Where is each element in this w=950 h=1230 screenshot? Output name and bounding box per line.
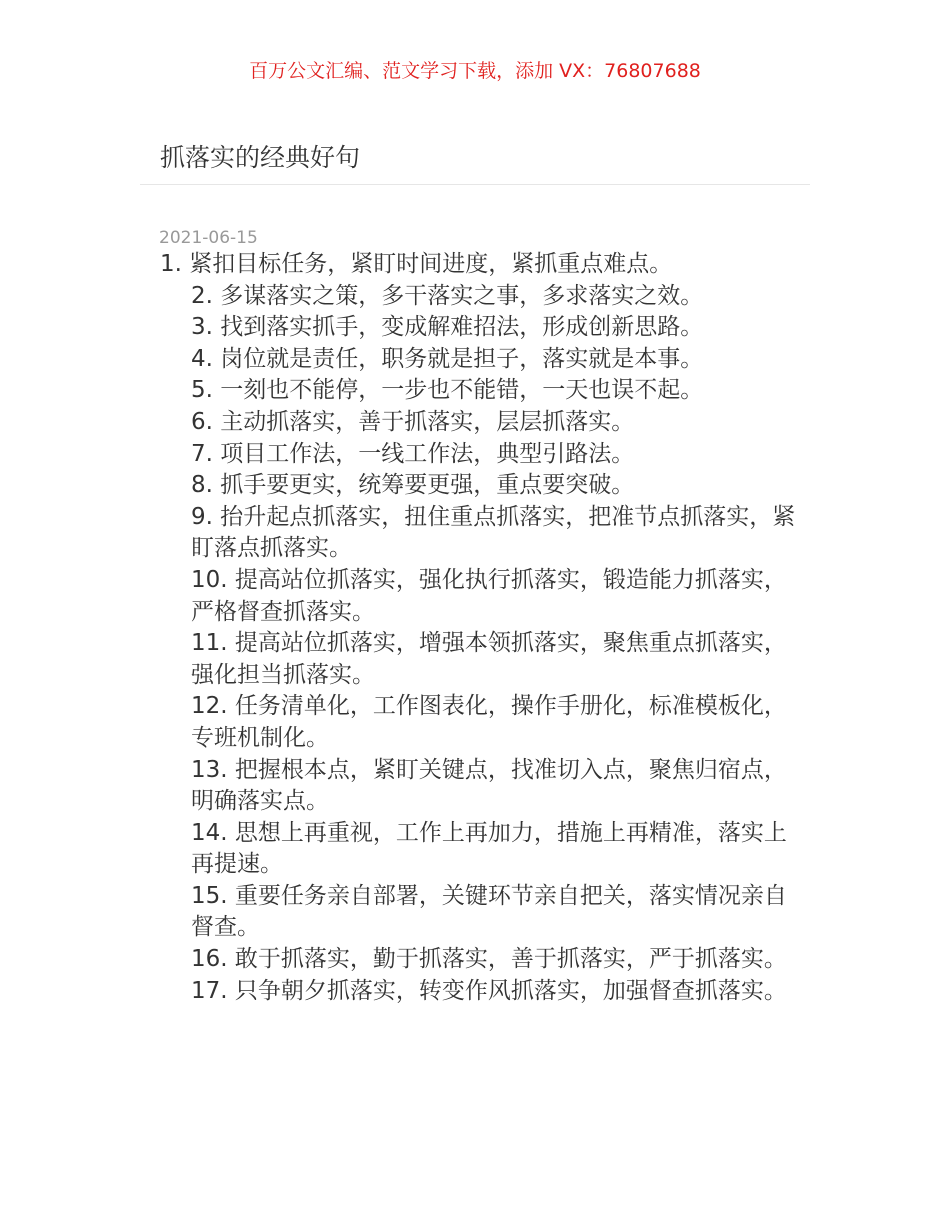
quote-list xyxy=(160,249,800,1007)
list-item: 11. 提高站位抓落实，增强本领抓落实，聚焦重点抓落实，强化担当抓落实。 xyxy=(191,630,787,688)
list-item: 3. 找到落实抓手，变成解难招法，形成创新思路。 xyxy=(191,314,704,341)
list-item: 1. 紧扣目标任务，紧盯时间进度，紧抓重点难点。 xyxy=(160,251,673,277)
list-item: 7. 项目工作法，一线工作法，典型引路法。 xyxy=(191,440,635,467)
list-item: 16. 敢于抓落实，勤于抓落实，善于抓落实，严于抓落实。 xyxy=(191,946,787,973)
watermark-banner: 百万公文汇编、范文学习下载，添加 VX：76807688 xyxy=(249,60,701,82)
list-item: 17. 只争朝夕抓落实，转变作风抓落实，加强督查抓落实。 xyxy=(191,977,787,1004)
list-item: 4. 岗位就是责任，职务就是担子，落实就是本事。 xyxy=(191,345,704,372)
list-item: 10. 提高站位抓落实，强化执行抓落实，锻造能力抓落实，严格督查抓落实。 xyxy=(191,566,787,625)
publish-date: 2021-06-15 xyxy=(159,228,258,248)
list-item: 5. 一刻也不能停，一步也不能错，一天也误不起。 xyxy=(191,377,704,404)
list-item: 6. 主动抓落实，善于抓落实，层层抓落实。 xyxy=(191,408,635,435)
list-item: 9. 抬升起点抓落实，扭住重点抓落实，把准节点抓落实，紧盯落点抓落实。 xyxy=(191,503,796,562)
list-item: 2. 多谋落实之策，多干落实之事，多求落实之效。 xyxy=(191,282,704,309)
page-title: 抓落实的经典好句 xyxy=(160,143,361,172)
list-item: 13. 把握根本点，紧盯关键点，找准切入点，聚焦归宿点，明确落实点。 xyxy=(191,756,787,815)
list-item: 8. 抓手要更实，统筹要更强，重点要突破。 xyxy=(191,472,635,499)
list-item: 15. 重要任务亲自部署，关键环节亲自把关，落实情况亲自督查。 xyxy=(191,882,787,941)
divider xyxy=(140,184,810,185)
list-item: 12. 任务清单化，工作图表化，操作手册化，标准模板化，专班机制化。 xyxy=(191,693,787,751)
list-item: 14. 思想上再重视，工作上再加力，措施上再精准，落实上再提速。 xyxy=(191,819,787,878)
